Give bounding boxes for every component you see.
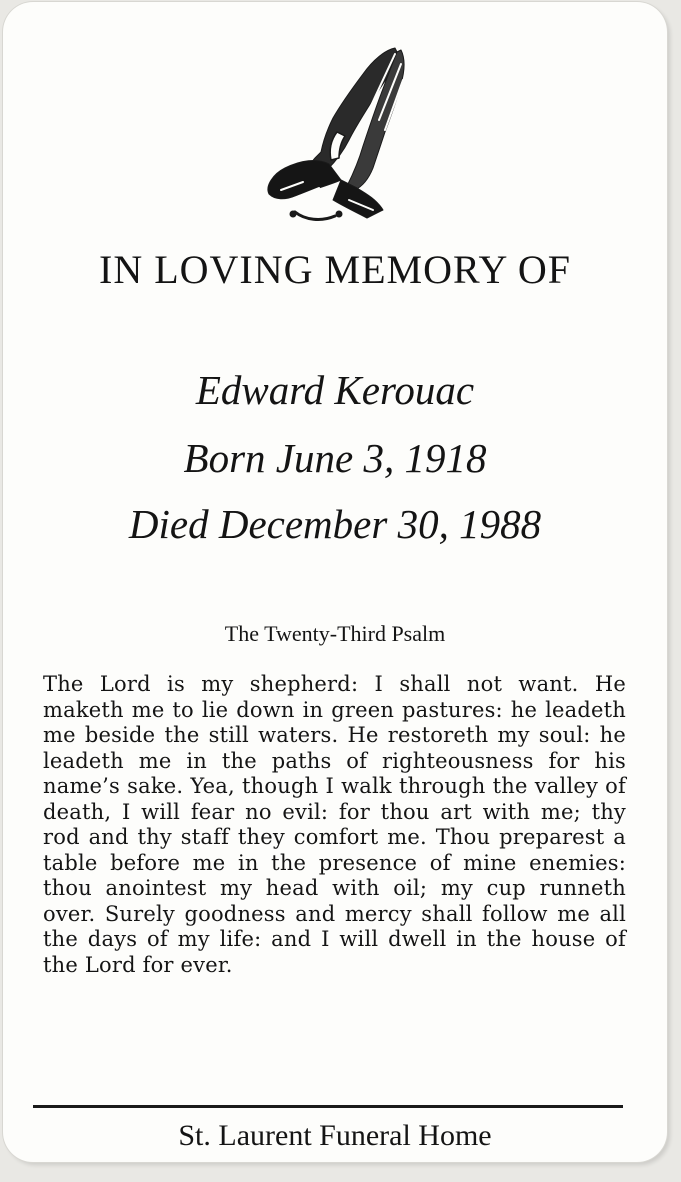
funeral-home-name: St. Laurent Funeral Home bbox=[178, 1119, 492, 1152]
deceased-name: Edward Kerouac bbox=[195, 367, 475, 413]
psalm-text: The Lord is my shepherd: I shall not want. He maketh me to lie down in green pastures: he leadeth me beside the still waters. He restoreth my soul: he leadeth me in the paths of righteousness for his name’s sake. Yea, though I walk through the valley of death, I will fear no evil: for thou art with me; thy rod and thy staff they comfort me. Thou preparest a table before me in the presence of mine enemies: thou anointest my head with oil; my cup runneth over. Surely goodness and mercy shall follow me all the days of my life: and I will dwell in the house of the Lord for ever. bbox=[43, 672, 626, 977]
death-date: Died December 30, 1988 bbox=[128, 501, 542, 547]
footer-divider bbox=[33, 1105, 623, 1108]
memorial-card bbox=[3, 2, 667, 1162]
praying-hands-icon bbox=[245, 40, 415, 225]
psalm-title: The Twenty-Third Psalm bbox=[224, 621, 446, 646]
birth-date: Born June 3, 1918 bbox=[183, 435, 487, 481]
card-heading: IN LOVING MEMORY OF bbox=[99, 247, 571, 292]
